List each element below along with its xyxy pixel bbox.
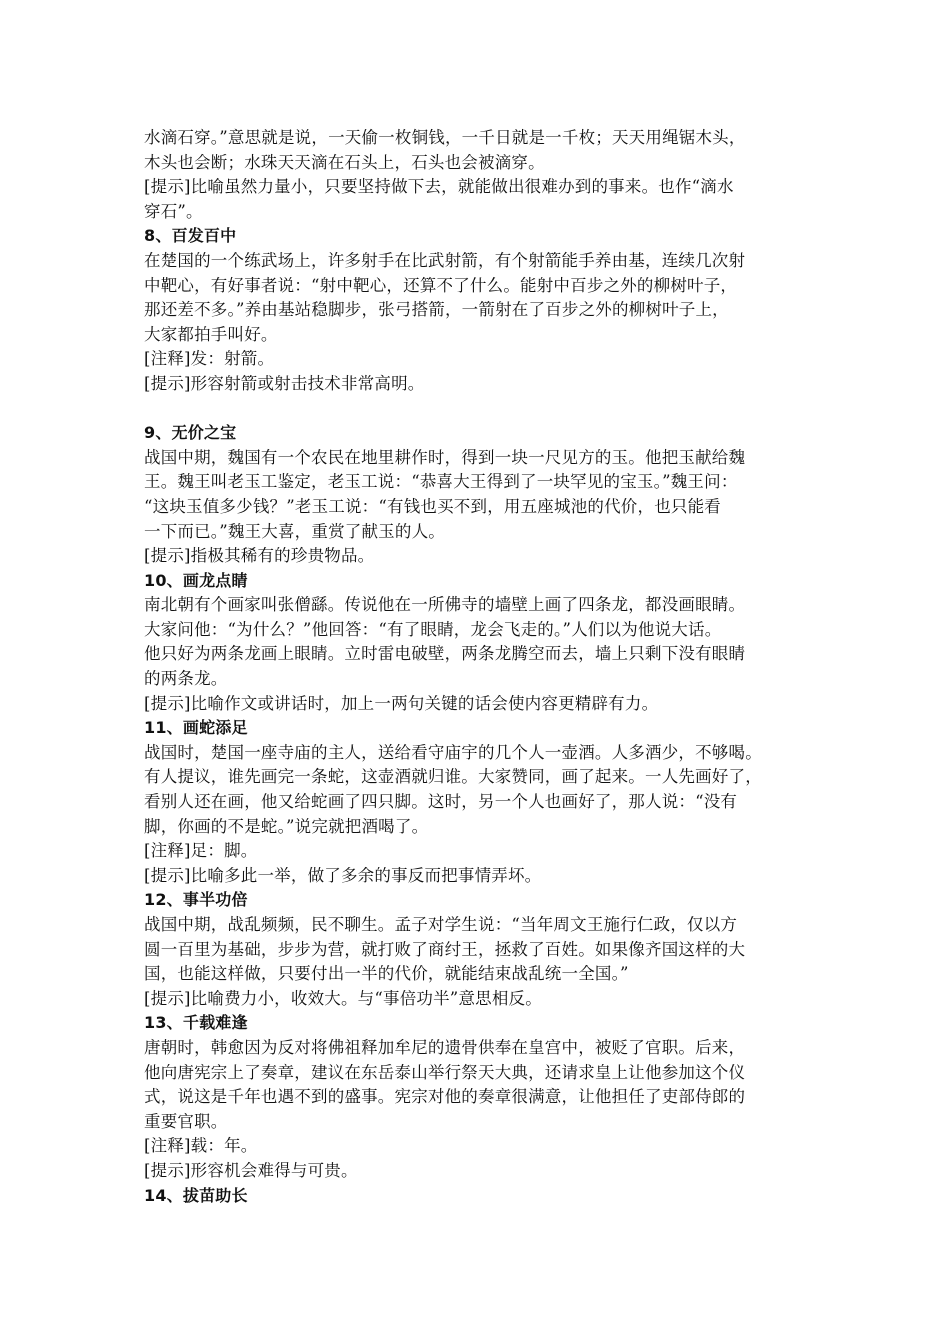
blank-line <box>144 397 814 422</box>
paragraph-line: 王。魏王叫老玉工鉴定，老玉工说：“恭喜大王得到了一块罕见的宝玉。”魏王问： <box>144 472 738 492</box>
paragraph-line: 战国时，楚国一座寺庙的主人，送给看守庙宇的几个人一壶酒。人多酒少，不够喝。 <box>144 742 762 762</box>
section-heading: 9、无价之宝 <box>144 423 237 443</box>
paragraph-line: 战国中期，战乱频频，民不聊生。孟子对学生说：“当年周文王施行仁政，仅以方 <box>144 915 738 934</box>
paragraph-line: [提示]形容机会难得与可贵。 <box>144 1160 358 1180</box>
paragraph-line: 式，说这是千年也遇不到的盛事。宪宗对他的奏章很满意，让他担任了吏部侍郎的 <box>144 1087 746 1107</box>
paragraph-line: 水滴石穿。”意思就是说，一天偷一枚铜钱，一千日就是一千枚；天天用绳锯木头， <box>144 128 746 147</box>
paragraph-line: 的两条龙。 <box>144 669 228 689</box>
paragraph-line: [提示]形容射箭或射击技术非常高明。 <box>144 373 425 393</box>
paragraph-line: 在楚国的一个练武场上，许多射手在比武射箭，有个射箭能手养由基，连续几次射 <box>144 250 746 270</box>
paragraph-line: 重要官职。 <box>144 1111 228 1131</box>
paragraph-line: 木头也会断；水珠天天滴在石头上，石头也会被滴穿。 <box>144 152 545 172</box>
paragraph-line: 国，也能这样做，只要付出一半的代价，就能结束战乱统一全国。” <box>144 964 629 984</box>
section-heading: 14、拔苗助长 <box>144 1185 248 1205</box>
paragraph-line: 看别人还在画，他又给蛇画了四只脚。这时，另一个人也画好了，那人说：“没有 <box>144 792 738 812</box>
paragraph-line: 他只好为两条龙画上眼睛。立时雷电破壁，两条龙腾空而去，墙上只剩下没有眼睛 <box>144 644 746 664</box>
document-page <box>144 126 814 1208</box>
section-heading: 11、画蛇添足 <box>144 718 248 738</box>
paragraph-line: 一下而已。”魏王大喜，重赏了献玉的人。 <box>144 521 445 541</box>
paragraph-line: 脚，你画的不是蛇。”说完就把酒喝了。 <box>144 816 429 836</box>
paragraph-line: 他向唐宪宗上了奏章，建议在东岳泰山举行祭天大典，还请求皇上让他参加这个仪 <box>144 1062 746 1082</box>
paragraph-line: [注释]载：年。 <box>144 1136 258 1156</box>
paragraph-line: 南北朝有个画家叫张僧繇。传说他在一所佛寺的墙壁上画了四条龙，都没画眼睛。 <box>144 595 746 615</box>
paragraph-line: 中靶心，有好事者说：“射中靶心，还算不了什么。能射中百步之外的柳树叶子， <box>144 275 738 295</box>
paragraph-line: 唐朝时，韩愈因为反对将佛祖释加牟尼的遗骨供奉在皇宫中，被贬了官职。后来， <box>144 1037 746 1057</box>
paragraph-line: [提示]比喻作文或讲话时，加上一两句关键的话会使内容更精辟有力。 <box>144 693 659 713</box>
paragraph-line: [提示]比喻多此一举，做了多余的事反而把事情弄坏。 <box>144 865 542 885</box>
paragraph-line: 大家问他：“为什么？”他回答：“有了眼睛，龙会飞走的。”人们以为他说大话。 <box>144 619 722 639</box>
section-heading: 10、画龙点睛 <box>144 570 248 590</box>
paragraph-line: 圆一百里为基础，步步为营，就打败了商纣王，拯救了百姓。如果像齐国这样的大 <box>144 939 746 959</box>
paragraph-line: 有人提议，谁先画完一条蛇，这壶酒就归谁。大家赞同，画了起来。一人先画好了， <box>144 767 762 787</box>
section-heading: 8、百发百中 <box>144 226 237 246</box>
paragraph-line: 战国中期，魏国有一个农民在地里耕作时，得到一块一尺见方的玉。他把玉献给魏 <box>144 447 746 467</box>
paragraph-line: 穿石”。 <box>144 201 203 221</box>
paragraph-line: [提示]比喻费力小，收效大。与“事倍功半”意思相反。 <box>144 988 542 1008</box>
paragraph-line: [提示]指极其稀有的珍贵物品。 <box>144 546 375 566</box>
paragraph-line: 那还差不多。”养由基站稳脚步，张弓搭箭，一箭射在了百步之外的柳树叶子上， <box>144 300 729 320</box>
section-heading: 12、事半功倍 <box>144 890 248 910</box>
section-heading: 13、千载难逢 <box>144 1013 248 1033</box>
paragraph-line: [提示]比喻虽然力量小，只要坚持做下去，就能做出很难办到的事来。也作“滴水 <box>144 177 734 197</box>
paragraph-line: 大家都拍手叫好。 <box>144 324 278 344</box>
paragraph-line: [注释]足：脚。 <box>144 841 258 861</box>
paragraph-line: “这块玉值多少钱？”老玉工说：“有钱也买不到，用五座城池的代价，也只能看 <box>144 496 722 516</box>
paragraph-line: [注释]发：射箭。 <box>144 349 275 369</box>
